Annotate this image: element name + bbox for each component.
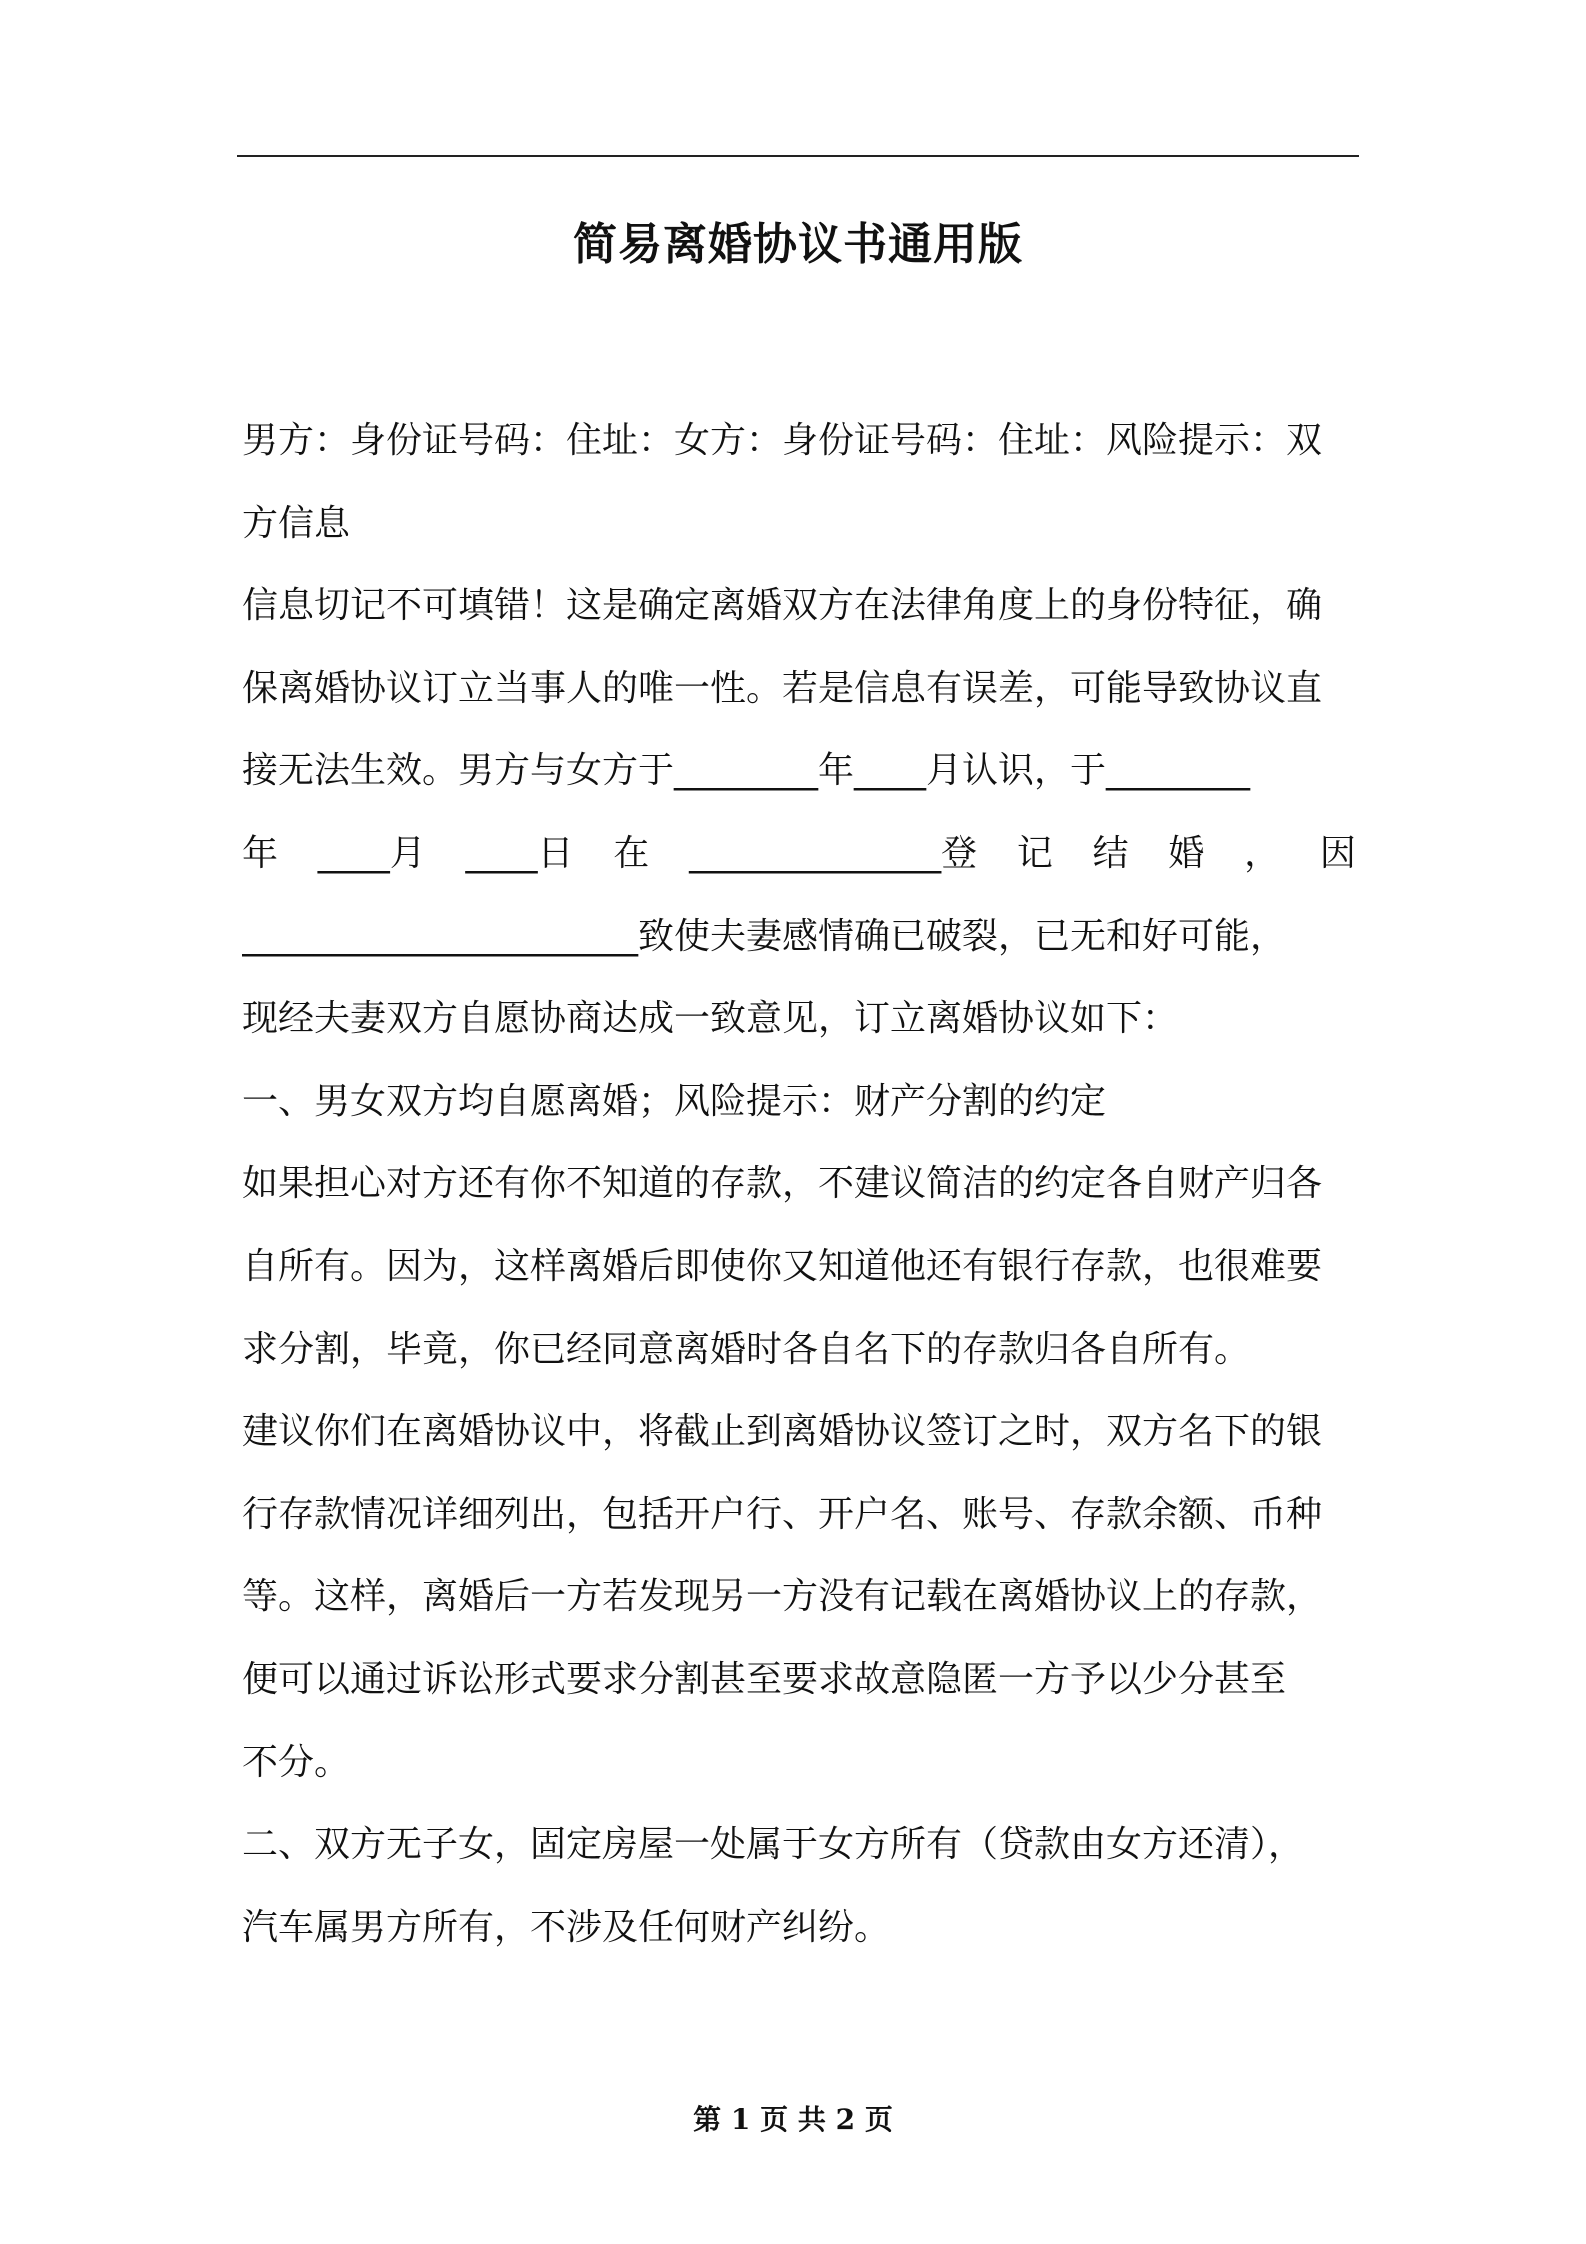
fill-in-segment: 婚 xyxy=(1168,832,1205,874)
paragraph-line: 二、双方无子女，固定房屋一处属于女方所有（贷款由女方还清）， xyxy=(242,1824,1305,1866)
paragraph-line: 求分割，毕竟，你已经同意离婚时各自名下的存款归各自所有。 xyxy=(242,1328,1251,1370)
fill-in-segment: 因 xyxy=(1319,832,1356,874)
paragraph-line: 方信息 xyxy=(242,502,351,544)
document-body xyxy=(242,400,1356,1969)
paragraph-line: 行存款情况详细列出，包括开户行、开户名、账号、存款余额、币种 xyxy=(242,1493,1323,1535)
fill-in-segment: 结 xyxy=(1092,832,1129,874)
paragraph-line: 信息切记不可填错！这是确定离婚双方在法律角度上的身份特征，确 xyxy=(242,585,1323,627)
page-number-footer: 第 1 页 共 2 页 xyxy=(693,2103,893,2136)
paragraph-line: 建议你们在离婚协议中，将截止到离婚协议签订之时，双方名下的银 xyxy=(242,1411,1323,1453)
fill-in-segment: 年 xyxy=(242,832,279,874)
paragraph-line: 现经夫妻双方自愿协商达成一致意见，订立离婚协议如下： xyxy=(242,998,1179,1040)
paragraph-line: 自所有。因为，这样离婚后即使你又知道他还有银行存款，也很难要 xyxy=(242,1245,1323,1287)
paragraph-line: 接无法生效。男方与女方于________年____月认识，于________ xyxy=(242,750,1251,792)
paragraph-line: 不分。 xyxy=(242,1741,351,1783)
fill-in-segment: ， xyxy=(1244,832,1281,874)
fill-in-segment: 记 xyxy=(1016,832,1053,874)
document-title: 简易离婚协议书通用版 xyxy=(573,219,1023,270)
fill-in-segment: 在 xyxy=(613,832,650,874)
paragraph-line: 保离婚协议订立当事人的唯一性。若是信息有误差，可能导致协议直 xyxy=(242,667,1323,709)
paragraph-line: ______________________致使夫妻感情确已破裂，已无和好可能， xyxy=(242,915,1287,957)
paragraph-line: 如果担心对方还有你不知道的存款，不建议简洁的约定各自财产归各 xyxy=(242,1163,1323,1205)
paragraph-line: 等。这样，离婚后一方若发现另一方没有记载在离婚协议上的存款， xyxy=(242,1576,1323,1618)
header-rule xyxy=(237,155,1359,157)
paragraph-line: 一、男女双方均自愿离婚；风险提示：财产分割的约定 xyxy=(242,1080,1107,1122)
paragraph-line: 便可以通过诉讼形式要求分割甚至要求故意隐匿一方予以少分甚至 xyxy=(242,1658,1287,1700)
fill-in-segment: ______________登 xyxy=(689,832,978,874)
justified-fill-in-line xyxy=(242,813,1356,896)
paragraph-line: 男方：身份证号码：住址：女方：身份证号码：住址：风险提示：双 xyxy=(242,420,1323,461)
fill-in-segment: ____日 xyxy=(465,832,574,874)
paragraph-line: 汽车属男方所有，不涉及任何财产纠纷。 xyxy=(242,1906,891,1948)
fill-in-segment: ____月 xyxy=(317,832,426,874)
